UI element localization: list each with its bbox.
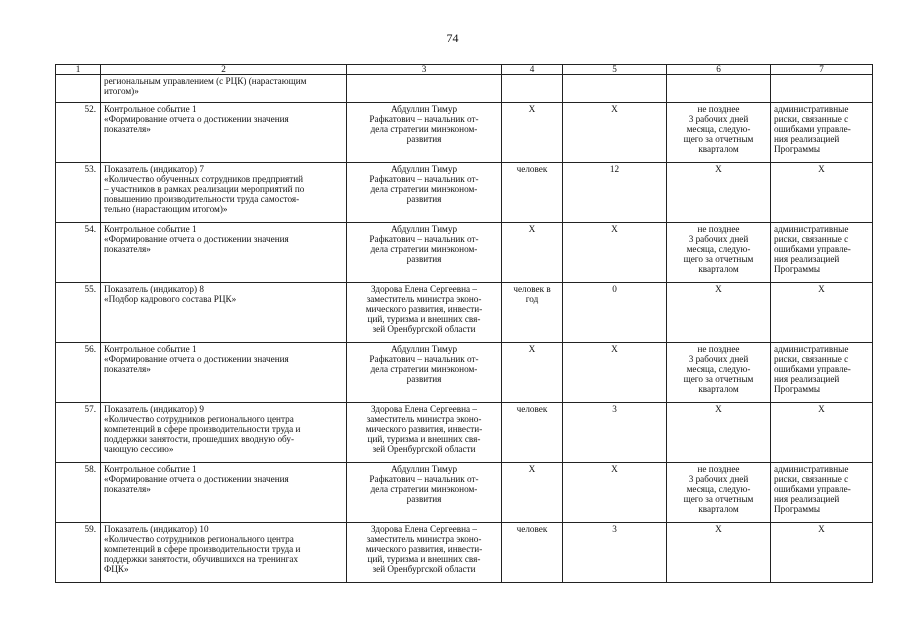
responsible-person-line: заместитель министра эконо- (366, 534, 482, 544)
unit-cell: X (502, 463, 563, 523)
deadline-cell (667, 75, 771, 103)
responsible-person-line: Абдуллин Тимур (390, 224, 458, 234)
value-cell: 12 (563, 163, 667, 223)
unit-cell: X (502, 343, 563, 403)
risks-line: Программы (774, 504, 821, 514)
deadline-line: кварталом (698, 264, 739, 274)
risks-line: ния реализацией (774, 494, 840, 504)
risks-line: административные (774, 224, 849, 234)
event-name-line: поддержки занятости, обучившихся на тренингах (104, 554, 299, 564)
event-name-line: – участников в рамках реализации мероприятий по (104, 184, 305, 194)
responsible-person-line: заместитель министра эконо- (366, 414, 482, 424)
risks-line: риски, связанные с (774, 354, 849, 364)
responsible-person-line: зей Оренбургской области (372, 444, 476, 454)
event-name-cell (101, 75, 347, 103)
risks-cell (771, 75, 873, 103)
deadline-line: не позднее (697, 344, 740, 354)
event-name-cell (101, 463, 347, 523)
risks-line: ошибками управле- (774, 124, 851, 134)
responsible-person-line: мического развития, инвести- (365, 544, 483, 554)
event-name-line: тельно (нарастающим итогом)» (104, 204, 228, 214)
unit-cell: X (502, 103, 563, 163)
responsible-person-line: Здорова Елена Сергеевна – (371, 284, 477, 294)
table-row (56, 343, 873, 403)
risks-line: ошибками управле- (774, 364, 851, 374)
control-events-table (55, 64, 873, 583)
event-name-cell (101, 223, 347, 283)
risks-line: Программы (774, 264, 821, 274)
row-number-cell (56, 75, 101, 103)
risks-line: ния реализацией (774, 374, 840, 384)
risks-line: Программы (774, 144, 821, 154)
deadline-cell (667, 403, 771, 463)
table-row (56, 463, 873, 523)
value-cell: X (563, 223, 667, 283)
value-cell: X (563, 103, 667, 163)
responsible-person-line: ций, туризма и внешних свя- (367, 434, 481, 444)
event-name-line: показателя» (104, 364, 151, 374)
risks-line: Программы (774, 384, 821, 394)
event-name-cell (101, 283, 347, 343)
row-number-cell: 52. (56, 103, 101, 163)
responsible-person-line: Рафкатович – начальник от- (369, 354, 479, 364)
table-row (56, 75, 873, 103)
risks-cell (771, 523, 873, 583)
deadline-cell (667, 103, 771, 163)
responsible-person-line: Абдуллин Тимур (390, 164, 458, 174)
column-header: 2 (101, 65, 347, 75)
responsible-person-cell (347, 403, 502, 463)
unit-cell (502, 75, 563, 103)
deadline-line: не позднее (697, 224, 740, 234)
column-header: 7 (771, 65, 873, 75)
unit-cell: человек (502, 403, 563, 463)
responsible-person-line: развития (406, 254, 442, 264)
risks-line: ошибками управле- (774, 484, 851, 494)
risks-line: X (818, 404, 825, 414)
table-row (56, 163, 873, 223)
deadline-line: месяца, следую- (686, 124, 751, 134)
table-row (56, 283, 873, 343)
deadline-cell (667, 283, 771, 343)
event-name-line: «Формирование отчета о достижении значения (104, 114, 289, 124)
column-header: 4 (502, 65, 563, 75)
risks-line: X (818, 164, 825, 174)
responsible-person-line: Абдуллин Тимур (390, 464, 458, 474)
deadline-line: щего за отчетным (683, 494, 754, 504)
unit-line: человек в (513, 284, 551, 294)
deadline-line: X (715, 524, 722, 534)
value-cell: X (563, 343, 667, 403)
row-number-cell: 55. (56, 283, 101, 343)
unit-cell: человек (502, 523, 563, 583)
event-name-line: «Подбор кадрового состава РЦК» (104, 294, 237, 304)
row-number-cell: 54. (56, 223, 101, 283)
value-cell: 3 (563, 523, 667, 583)
responsible-person-cell (347, 103, 502, 163)
table-row (56, 403, 873, 463)
event-name-line: поддержки занятости, прошедших вводную обу- (104, 434, 295, 444)
risks-cell (771, 343, 873, 403)
responsible-person-cell (347, 163, 502, 223)
risks-line: риски, связанные с (774, 474, 849, 484)
event-name-cell (101, 343, 347, 403)
responsible-person-cell (347, 223, 502, 283)
responsible-person-line: Здорова Елена Сергеевна – (371, 524, 477, 534)
responsible-person-line: Рафкатович – начальник от- (369, 174, 479, 184)
responsible-person-cell (347, 343, 502, 403)
responsible-person-line: Абдуллин Тимур (390, 344, 458, 354)
responsible-person-cell (347, 283, 502, 343)
risks-cell (771, 163, 873, 223)
risks-line: X (818, 284, 825, 294)
unit-cell: человек (502, 163, 563, 223)
deadline-line: месяца, следую- (686, 244, 751, 254)
event-name-line: ФЦК» (104, 564, 129, 574)
row-number-cell: 56. (56, 343, 101, 403)
risks-line: ния реализацией (774, 254, 840, 264)
event-name-cell (101, 163, 347, 223)
deadline-cell (667, 523, 771, 583)
event-name-line: Показатель (индикатор) 7 (104, 164, 204, 174)
responsible-person-line: мического развития, инвести- (365, 304, 483, 314)
deadline-line: месяца, следую- (686, 364, 751, 374)
risks-line: ошибками управле- (774, 244, 851, 254)
deadline-line: X (715, 284, 722, 294)
risks-line: административные (774, 344, 849, 354)
responsible-person-line: Здорова Елена Сергеевна – (371, 404, 477, 414)
responsible-person-cell (347, 75, 502, 103)
responsible-person-line: мического развития, инвести- (365, 424, 483, 434)
deadline-line: не позднее (697, 104, 740, 114)
column-header: 5 (563, 65, 667, 75)
responsible-person-line: дела стратегии минэконом- (370, 184, 478, 194)
deadline-line: кварталом (698, 504, 739, 514)
responsible-person-line: дела стратегии минэконом- (370, 364, 478, 374)
event-name-line: компетенций в сфере производительности труда и (104, 424, 301, 434)
unit-cell: X (502, 223, 563, 283)
responsible-person-line: развития (406, 134, 442, 144)
event-name-line: «Формирование отчета о достижении значения (104, 354, 289, 364)
risks-line: риски, связанные с (774, 234, 849, 244)
responsible-person-line: развития (406, 194, 442, 204)
event-name-line: Контрольное событие 1 (104, 224, 197, 234)
deadline-line: X (715, 164, 722, 174)
responsible-person-line: ций, туризма и внешних свя- (367, 554, 481, 564)
event-name-cell (101, 523, 347, 583)
responsible-person-line: заместитель министра эконо- (366, 294, 482, 304)
deadline-line: месяца, следую- (686, 484, 751, 494)
risks-cell (771, 103, 873, 163)
event-name-line: итогом)» (104, 86, 139, 96)
event-name-line: «Формирование отчета о достижении значения (104, 234, 289, 244)
deadline-line: щего за отчетным (683, 134, 754, 144)
event-name-line: Показатель (индикатор) 8 (104, 284, 204, 294)
risks-cell (771, 403, 873, 463)
risks-line: X (818, 524, 825, 534)
deadline-line: X (715, 404, 722, 414)
deadline-line: не позднее (697, 464, 740, 474)
deadline-line: 3 рабочих дней (688, 474, 749, 484)
responsible-person-line: дела стратегии минэконом- (370, 124, 478, 134)
responsible-person-cell (347, 463, 502, 523)
deadline-line: 3 рабочих дней (688, 354, 749, 364)
table-row (56, 523, 873, 583)
event-name-line: Показатель (индикатор) 9 (104, 404, 204, 414)
event-name-line: показателя» (104, 244, 151, 254)
column-header: 6 (667, 65, 771, 75)
responsible-person-line: Рафкатович – начальник от- (369, 474, 479, 484)
value-cell: 0 (563, 283, 667, 343)
deadline-line: кварталом (698, 144, 739, 154)
event-name-line: компетенций в сфере производительности труда и (104, 544, 301, 554)
event-name-cell (101, 403, 347, 463)
deadline-line: 3 рабочих дней (688, 114, 749, 124)
event-name-cell (101, 103, 347, 163)
responsible-person-line: зей Оренбургской области (372, 564, 476, 574)
deadline-cell (667, 223, 771, 283)
column-header: 3 (347, 65, 502, 75)
row-number-cell: 59. (56, 523, 101, 583)
table-row (56, 103, 873, 163)
risks-line: административные (774, 464, 849, 474)
responsible-person-cell (347, 523, 502, 583)
responsible-person-line: зей Оренбургской области (372, 324, 476, 334)
deadline-cell (667, 163, 771, 223)
table-row (56, 223, 873, 283)
risks-line: административные (774, 104, 849, 114)
deadline-line: щего за отчетным (683, 254, 754, 264)
deadline-line: щего за отчетным (683, 374, 754, 384)
responsible-person-line: дела стратегии минэконом- (370, 244, 478, 254)
event-name-line: региональным управлением (с РЦК) (нарастающим (104, 76, 307, 86)
unit-line: год (525, 294, 539, 304)
event-name-line: Контрольное событие 1 (104, 464, 197, 474)
value-cell (563, 75, 667, 103)
risks-cell (771, 223, 873, 283)
event-name-line: «Формирование отчета о достижении значения (104, 474, 289, 484)
column-header: 1 (56, 65, 101, 75)
row-number-cell: 58. (56, 463, 101, 523)
responsible-person-line: развития (406, 494, 442, 504)
unit-cell (502, 283, 563, 343)
event-name-line: Контрольное событие 1 (104, 104, 197, 114)
responsible-person-line: дела стратегии минэконом- (370, 484, 478, 494)
event-name-line: «Количество обученных сотрудников предприятий (104, 174, 304, 184)
page-number: 74 (446, 31, 459, 45)
event-name-line: повышению производительности труда самостоя- (104, 194, 300, 204)
responsible-person-line: развития (406, 374, 442, 384)
risks-cell (771, 463, 873, 523)
deadline-cell (667, 343, 771, 403)
event-name-line: Показатель (индикатор) 10 (104, 524, 209, 534)
risks-line: риски, связанные с (774, 114, 849, 124)
event-name-line: «Количество сотрудников регионального центра (104, 414, 294, 424)
risks-line: ния реализацией (774, 134, 840, 144)
event-name-line: Контрольное событие 1 (104, 344, 197, 354)
deadline-line: 3 рабочих дней (688, 234, 749, 244)
event-name-line: чающую сессию» (104, 444, 174, 454)
responsible-person-line: Рафкатович – начальник от- (369, 114, 479, 124)
event-name-line: «Количество сотрудников регионального центра (104, 534, 294, 544)
column-number-row (56, 65, 873, 75)
row-number-cell: 53. (56, 163, 101, 223)
deadline-line: кварталом (698, 384, 739, 394)
value-cell: 3 (563, 403, 667, 463)
risks-cell (771, 283, 873, 343)
row-number-cell: 57. (56, 403, 101, 463)
responsible-person-line: Абдуллин Тимур (390, 104, 458, 114)
value-cell: X (563, 463, 667, 523)
deadline-cell (667, 463, 771, 523)
responsible-person-line: Рафкатович – начальник от- (369, 234, 479, 244)
event-name-line: показателя» (104, 124, 151, 134)
responsible-person-line: ций, туризма и внешних свя- (367, 314, 481, 324)
event-name-line: показателя» (104, 484, 151, 494)
